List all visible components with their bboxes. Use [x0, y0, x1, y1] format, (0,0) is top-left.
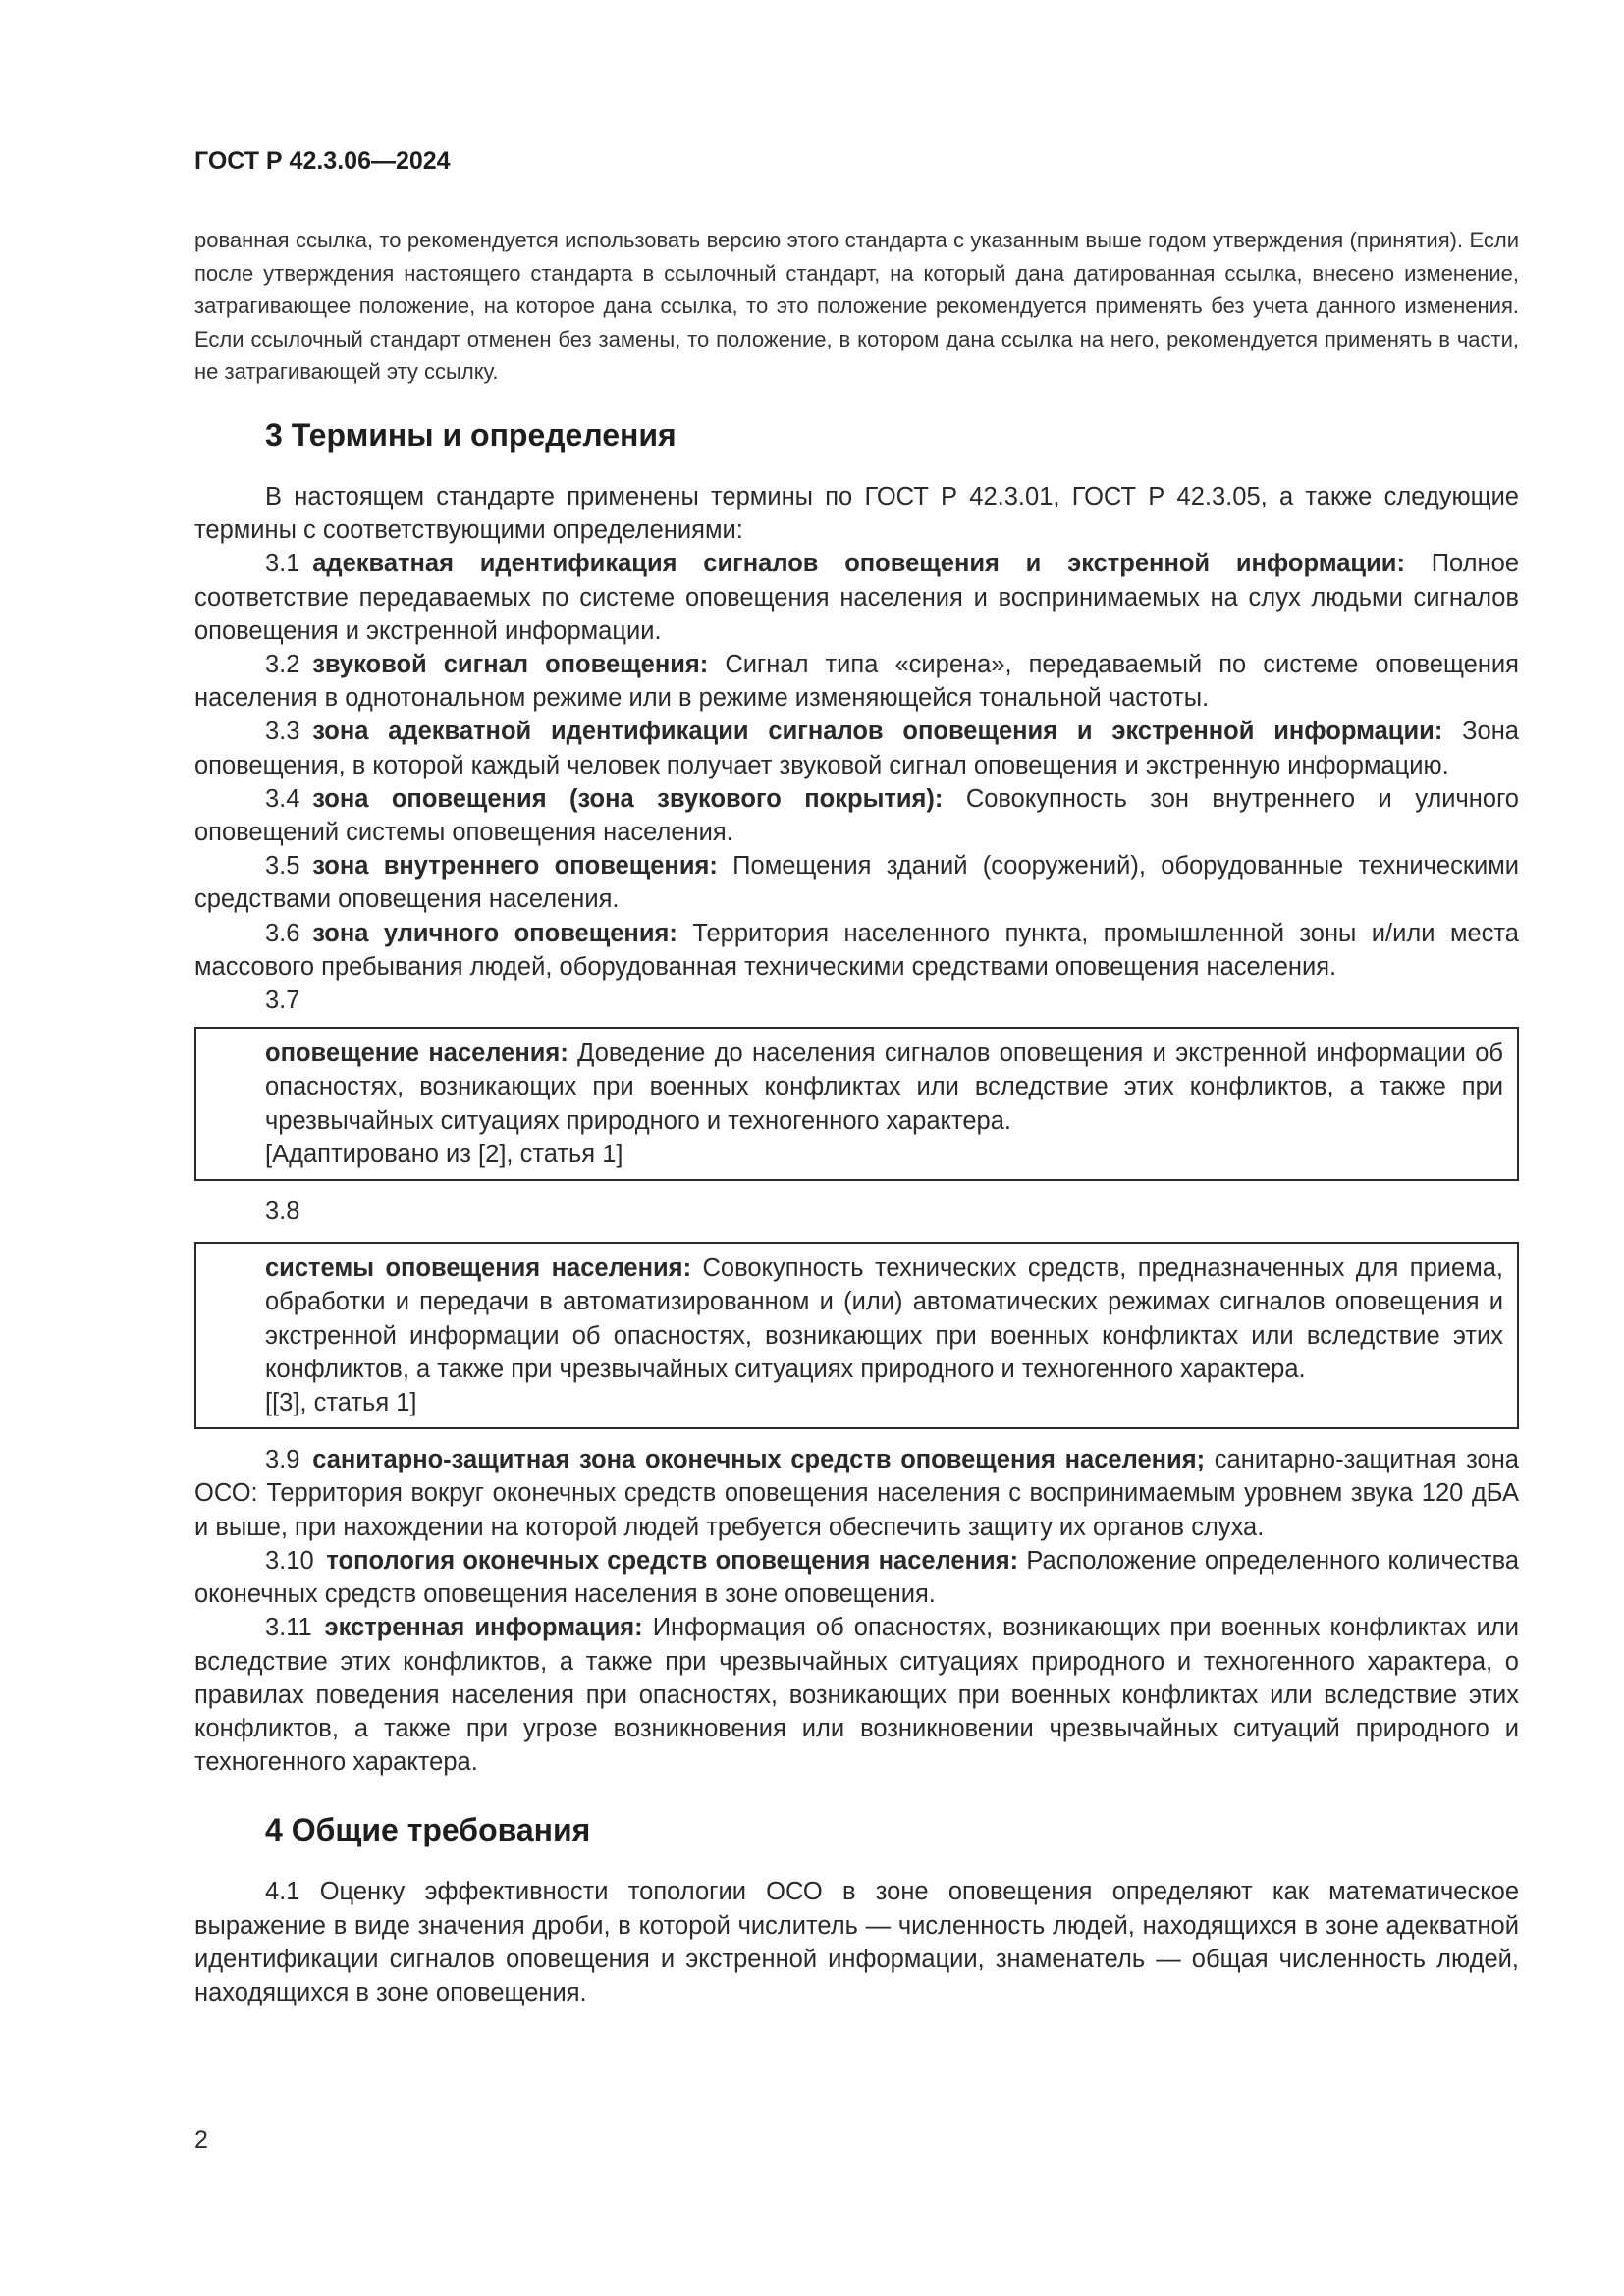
- term-item: [194, 917, 1519, 984]
- page-number: 2: [194, 2126, 208, 2154]
- term-number: 3.6: [265, 919, 300, 947]
- term-number-label: 3.7: [265, 987, 300, 1015]
- term-item: [194, 1611, 1519, 1779]
- term-name: адекватная идентификация сигналов оповещения и экстренной информации:: [312, 550, 1405, 578]
- term-definition-box: [194, 1027, 1519, 1181]
- section-4-paragraph-1: 4.1 Оценку эффективности топологии ОСО в зоне оповещения определяют как математическое выражение в виде значения дроби, в которой числитель — численность людей, находящихся в зоне адекватной идентификации сигналов оповещения и экстренной информации, знаменатель — общая численность людей, находящихся в зоне оповещения.: [194, 1878, 1519, 2006]
- term-name: топология оконечных средств оповещения населения:: [326, 1546, 1019, 1575]
- term-item: [194, 648, 1519, 715]
- term-definition: Территория населенного пункта, промышленной зоны и/или места массового пребывания людей, оборудованная техническими средствами оповещения населения.: [194, 919, 1519, 981]
- term-definition: Доведение до населения сигналов оповещения и экстренной информации об опасностях, возникающих при военных конфликтах или вследствие этих конфликтов, а также при чрезвычайных ситуациях природного и техногенного характера.: [265, 1040, 1504, 1135]
- section-4-title: 4 Общие требования: [265, 1812, 591, 1848]
- intro-paragraph: рованная ссылка, то рекомендуется использовать версию этого стандарта с указанным выше годом утверждения (принятия). Если после утверждения настоящего стандарта в ссылочный стандарт, на который дана датированная ссылка, внесено изменение, затрагивающее положение, на которое дана ссылка, то это положение рекомендуется применять без учета данного изменения. Если ссылочный стандарт отменен без замены, то положение, в котором дана ссылка на него, рекомендуется применять в части, не затрагивающей эту ссылку.: [194, 228, 1519, 384]
- boxed-term-list: [194, 984, 1519, 1429]
- term-item: [194, 547, 1519, 648]
- term-name: оповещение населения:: [265, 1040, 568, 1068]
- boxed-term: [265, 1037, 1503, 1138]
- term-definition: Сигнал типа «сирена», передаваемый по системе оповещения населения в однотональном режиме или в режиме изменяющейся тональной частоты.: [194, 651, 1519, 713]
- term-name: санитарно-защитная зона оконечных средств оповещения населения;: [312, 1446, 1206, 1474]
- term-source: [Адаптировано из [2], статья 1]: [265, 1140, 623, 1168]
- term-number-label: 3.8: [265, 1198, 300, 1226]
- term-name: зона уличного оповещения:: [312, 919, 677, 947]
- term-number: 3.5: [265, 852, 300, 881]
- term-name: звуковой сигнал оповещения:: [312, 651, 709, 679]
- term-definition: Помещения зданий (сооружений), оборудованные техническими средствами оповещения населения.: [194, 852, 1520, 914]
- boxed-term: [265, 1252, 1503, 1386]
- section-3-intro: В настоящем стандарте применены термины по ГОСТ Р 42.3.01, ГОСТ Р 42.3.05, а также следующие термины с соответствующими определениями:: [194, 483, 1519, 545]
- term-number: 3.4: [265, 784, 300, 813]
- term-source: [[3], статья 1]: [265, 1389, 417, 1417]
- term-list: [194, 547, 1519, 984]
- term-definition: Зона оповещения, в которой каждый человек получает звуковой сигнал оповещения и экстренную информацию.: [194, 718, 1519, 779]
- term-definition: Совокупность зон внутреннего и уличного оповещений системы оповещения населения.: [194, 784, 1519, 847]
- section-3-title: 3 Термины и определения: [265, 417, 677, 453]
- term-definition-box: [194, 1242, 1519, 1429]
- term-definition: санитарно-защитная зона ОСО: Территория вокруг оконечных средств оповещения населения с воспринимаемым уровнем звука 120 дБА и выше, при нахождении на которой людей требуется обеспечить защиту их органов слуха.: [194, 1446, 1519, 1541]
- document-header: ГОСТ Р 42.3.06—2024: [194, 147, 451, 175]
- term-name: зона адекватной идентификации сигналов оповещения и экстренной информации:: [312, 718, 1443, 746]
- main-content: [194, 415, 1519, 2009]
- term-item: [194, 1443, 1519, 1544]
- term-number: 3.1: [265, 550, 300, 578]
- term-definition: Информация об опасностях, возникающих при военных конфликтах или вследствие этих конфликтов, а также при чрезвычайных ситуациях природного и техногенного характера, о правилах поведения населения при опасностях, возникающих при военных конфликтах или вследствие этих конфликтов, а также при угрозе возникновения или возникновении чрезвычайных ситуаций природного и техногенного характера.: [194, 1614, 1519, 1777]
- term-number: 3.3: [265, 718, 300, 746]
- term-number: 3.11: [265, 1614, 312, 1642]
- term-list-continued: [194, 1443, 1519, 1779]
- term-item: [194, 849, 1519, 916]
- term-number: 3.2: [265, 651, 300, 679]
- term-definition: Расположение определенного количества оконечных средств оповещения населения в зоне оповещения.: [194, 1546, 1520, 1609]
- term-name: экстренная информация:: [324, 1614, 643, 1642]
- term-definition: Совокупность технических средств, предназначенных для приема, обработки и передачи в автоматизированном и (или) автоматических режимах сигналов оповещения и экстренной информации об опасностях, возникающих при военных конфликтах или вследствие этих конфликтов, а также при чрезвычайных ситуациях природного и техногенного характера.: [265, 1255, 1503, 1383]
- term-item: [194, 1544, 1519, 1611]
- term-name: зона оповещения (зона звукового покрытия):: [312, 784, 944, 813]
- term-definition: Полное соответствие передаваемых по системе оповещения населения и воспринимаемых на слух людьми сигналов оповещения и экстренной информации.: [194, 550, 1519, 645]
- term-number: 3.10: [265, 1546, 314, 1575]
- term-item: [194, 782, 1519, 849]
- term-item: [194, 715, 1519, 781]
- term-name: системы оповещения населения:: [265, 1255, 692, 1283]
- term-number: 3.9: [265, 1446, 300, 1474]
- term-name: зона внутреннего оповещения:: [312, 852, 718, 881]
